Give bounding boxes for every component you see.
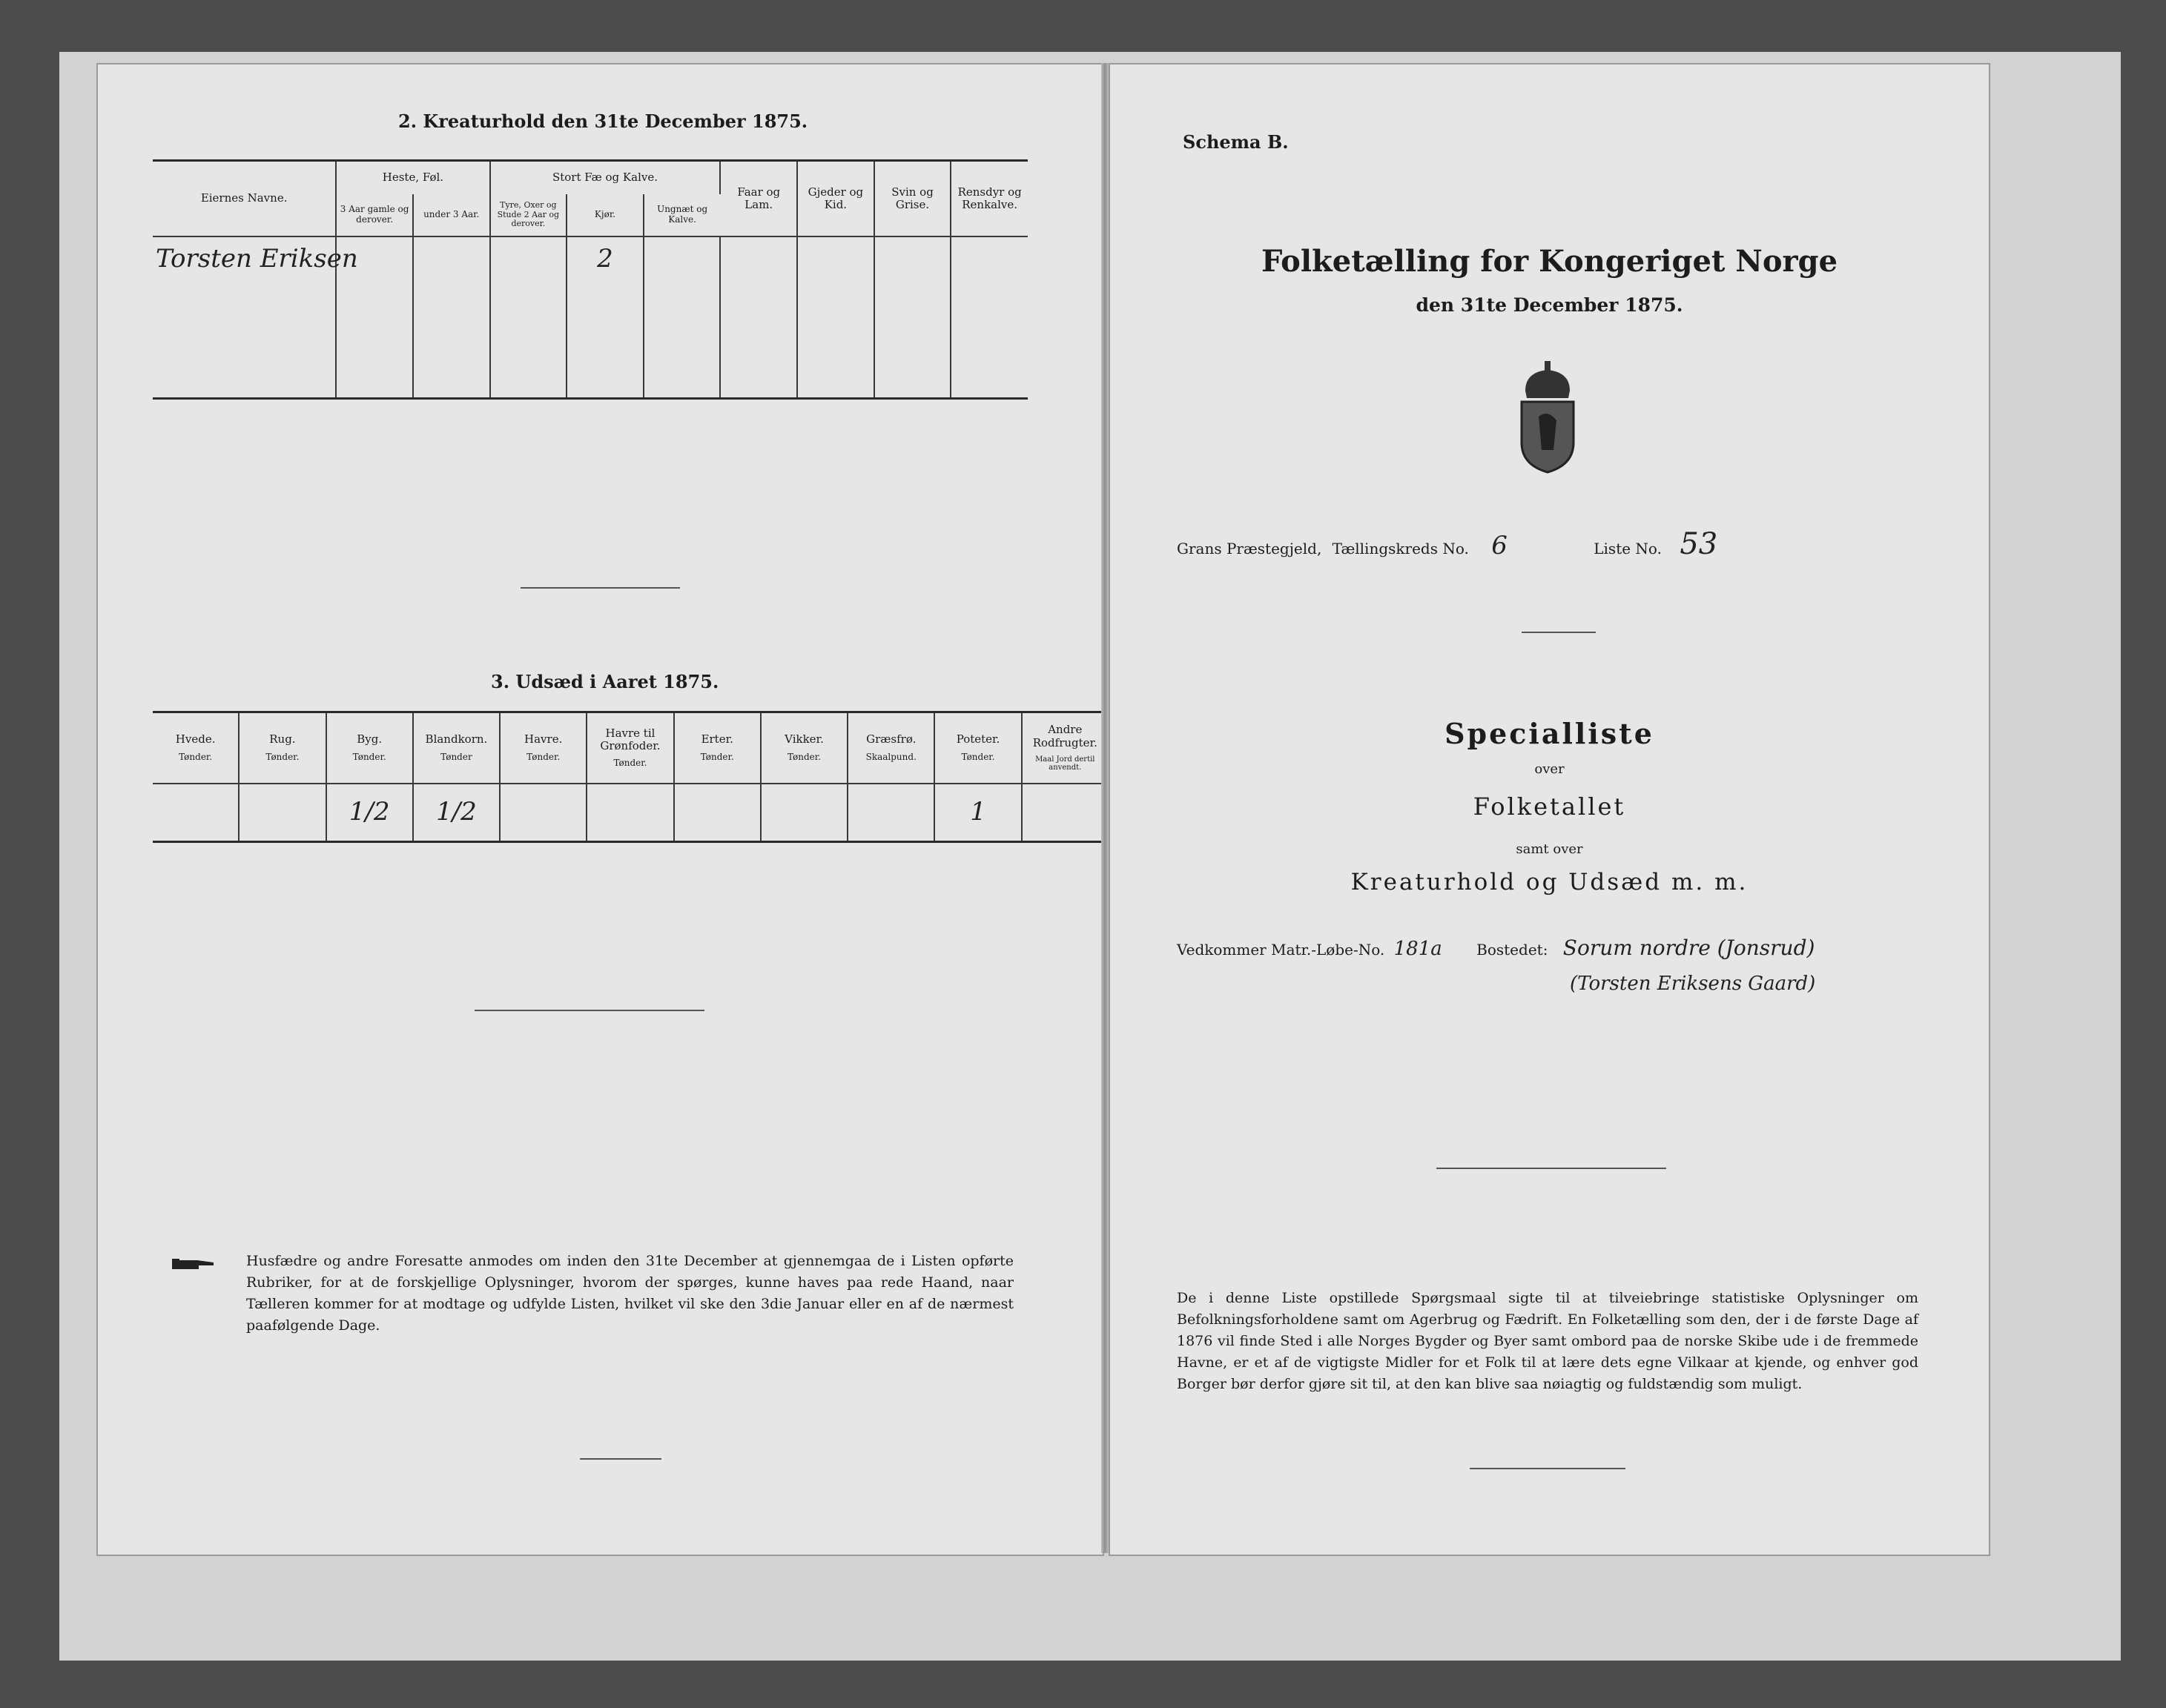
sowing-header-9: [934, 712, 1021, 784]
section2-heading: 2. Kreaturhold den 31te December 1875.: [398, 110, 808, 132]
sowing-header-0: [153, 712, 239, 784]
sowing-value-2: [326, 784, 413, 842]
sowing-header-4: [500, 712, 587, 784]
header-storfe: Stort Fæ og Kalve.: [490, 161, 721, 195]
divider-rule-4: [1522, 632, 1596, 633]
header-heste-b: under 3 Aar.: [413, 194, 490, 236]
sowing-header-unit: Tønder: [440, 751, 472, 762]
notice-text: Husfædre og andre Foresatte anmodes om inden den 31te December at gjennemgaa de i Listen opførte Rubriker, for at de forskjellige Oplysninger, hvorom der spørges, kunne haves paa rede Haand, naar Tælleren kommer for at modtage og udfylde Listen, hvilket vil ske den 3die Januar eller en af de nærmest paafølgende Dage.: [246, 1253, 1014, 1334]
kreaturhold-label: Kreaturhold og Udsæd m. m.: [1350, 869, 1749, 896]
sowing-header-8: [848, 712, 934, 784]
header-heste: Heste, Føl.: [336, 161, 489, 195]
over-label: over: [1534, 761, 1565, 777]
header-svin: Svin og Grise.: [874, 161, 951, 237]
bosted-value-2: (Torsten Eriksens Gaard): [1570, 973, 1816, 995]
sowing-value-1: [239, 784, 326, 842]
bosted-label: Bostedet:: [1476, 941, 1548, 959]
matr-label: Vedkommer Matr.-Løbe-No.: [1177, 941, 1385, 959]
header-heste-a: 3 Aar gamle og derover.: [336, 194, 413, 236]
livestock-table: [153, 159, 1028, 400]
sowing-header-6: [674, 712, 761, 784]
sowing-value-text: 1: [970, 797, 986, 827]
header-faar: Faar og Lam.: [720, 161, 797, 237]
sowing-value-10: [1022, 784, 1108, 842]
district-value: 6: [1491, 531, 1508, 560]
header-storfe-a: Tyre, Oxer og Stude 2 Aar og derover.: [490, 194, 567, 236]
sowing-header-unit: Skaalpund.: [865, 751, 917, 762]
divider-rule-5: [1436, 1168, 1666, 1169]
norway-coat-of-arms: [1510, 361, 1585, 476]
sowing-header-unit: Tønder.: [961, 751, 995, 762]
sowing-value-9: [934, 784, 1021, 842]
specialliste-title: Specialliste: [1444, 717, 1654, 750]
kjor-value: 2: [597, 244, 613, 274]
header-owner: Eiernes Navne.: [153, 161, 336, 237]
header-rensdyr: Rensdyr og Renkalve.: [951, 161, 1028, 237]
sowing-header-unit: Tønder.: [526, 751, 561, 762]
sowing-header-crop: Havre.: [524, 732, 563, 747]
owner-name-cell: [153, 236, 358, 282]
samt-over-label: samt over: [1516, 841, 1583, 857]
explanation-paragraph: De i denne Liste opstillede Spørgsmaal sigte til at tilveiebringe statistiske Oplysninger om Befolkningsforholdene samt om Agerbrug og Fædrift. En Folketælling som den, der i de første Dage af 1876 vil finde Sted i alle Norges Bygder og Byer samt ombord paa de norske Skibe ude i de fremmede Havne, er et af de vigtigste Midler for et Folk til at lære dets egne Vilkaar at kjende, og enhver god Borger bør derfor gjøre sit til, at den kan blive saa nøiagtig og fuldstændig som muligt.: [1177, 1290, 1918, 1392]
sowing-value-7: [761, 784, 848, 842]
pointing-hand-icon: [172, 1254, 215, 1274]
sowing-value-text: 1/2: [349, 797, 390, 827]
page-fold: [1101, 63, 1109, 1553]
sowing-value-4: [500, 784, 587, 842]
right-page: [1109, 63, 1990, 1556]
divider-rule-1: [521, 587, 680, 589]
main-title: Folketælling for Kongeriget Norge: [1261, 244, 1838, 279]
schema-label: Schema B.: [1183, 131, 1289, 153]
sowing-header-crop: Blandkorn.: [425, 732, 488, 747]
sowing-header-unit: Tønder.: [787, 751, 822, 762]
district-label: Tællingskreds No.: [1332, 540, 1469, 557]
bosted-value-1: Sorum nordre (Jonsrud): [1562, 936, 1815, 960]
header-gjeder: Gjeder og Kid.: [797, 161, 874, 237]
sowing-header-crop: Byg.: [357, 732, 383, 747]
header-storfe-c: Ungnæt og Kalve.: [657, 204, 708, 225]
sowing-header-2: [326, 712, 413, 784]
sowing-value-3: [413, 784, 500, 842]
parish-line: [1177, 527, 1717, 561]
sowing-header-5: [587, 712, 673, 784]
sowing-header-crop: Hvede.: [175, 732, 216, 747]
owner-name: Torsten Eriksen: [156, 244, 358, 274]
divider-rule-2: [475, 1010, 704, 1011]
kjor-value-cell: [567, 236, 644, 282]
divider-rule-3: [580, 1458, 661, 1460]
sowing-value-5: [587, 784, 673, 842]
sowing-header-unit: Maal Jord dertil anvendt.: [1035, 755, 1095, 772]
left-page: [96, 63, 1104, 1556]
sowing-table: [153, 711, 1108, 843]
sowing-header-crop: Græsfrø.: [866, 732, 917, 747]
matr-line: [1177, 936, 1815, 960]
sowing-header-unit: Tønder.: [352, 751, 386, 762]
divider-rule-6: [1470, 1468, 1625, 1469]
header-storfe-b: Kjør.: [567, 194, 644, 236]
list-value: 53: [1680, 527, 1718, 561]
section3-heading: 3. Udsæd i Aaret 1875.: [491, 671, 719, 692]
sowing-header-unit: Tønder.: [179, 751, 213, 762]
sowing-header-7: [761, 712, 848, 784]
folketallet-label: Folketallet: [1473, 792, 1626, 821]
sowing-header-unit: Tønder.: [613, 758, 647, 769]
sowing-value-8: [848, 784, 934, 842]
parish-label: Grans Præstegjeld,: [1177, 540, 1322, 557]
sowing-header-crop: Vikker.: [785, 732, 824, 747]
sowing-header-crop: Erter.: [701, 732, 733, 747]
sowing-header-10: [1022, 712, 1108, 784]
sowing-header-crop: Rug.: [269, 732, 296, 747]
sowing-header-crop: Havre til Grønfoder.: [600, 726, 661, 753]
sowing-header-unit: Tønder.: [700, 751, 734, 762]
sowing-header-3: [413, 712, 500, 784]
census-date: den 31te December 1875.: [1416, 294, 1683, 316]
sowing-value-6: [674, 784, 761, 842]
sowing-header-unit: Tønder.: [265, 751, 300, 762]
sowing-header-crop: Poteter.: [956, 732, 1000, 747]
sowing-value-text: 1/2: [436, 797, 477, 827]
sowing-header-1: [239, 712, 326, 784]
matr-value: 181a: [1393, 938, 1442, 960]
list-label: Liste No.: [1594, 540, 1662, 557]
sowing-value-0: [153, 784, 239, 842]
sowing-header-crop: Andre Rodfrugter.: [1032, 723, 1097, 749]
